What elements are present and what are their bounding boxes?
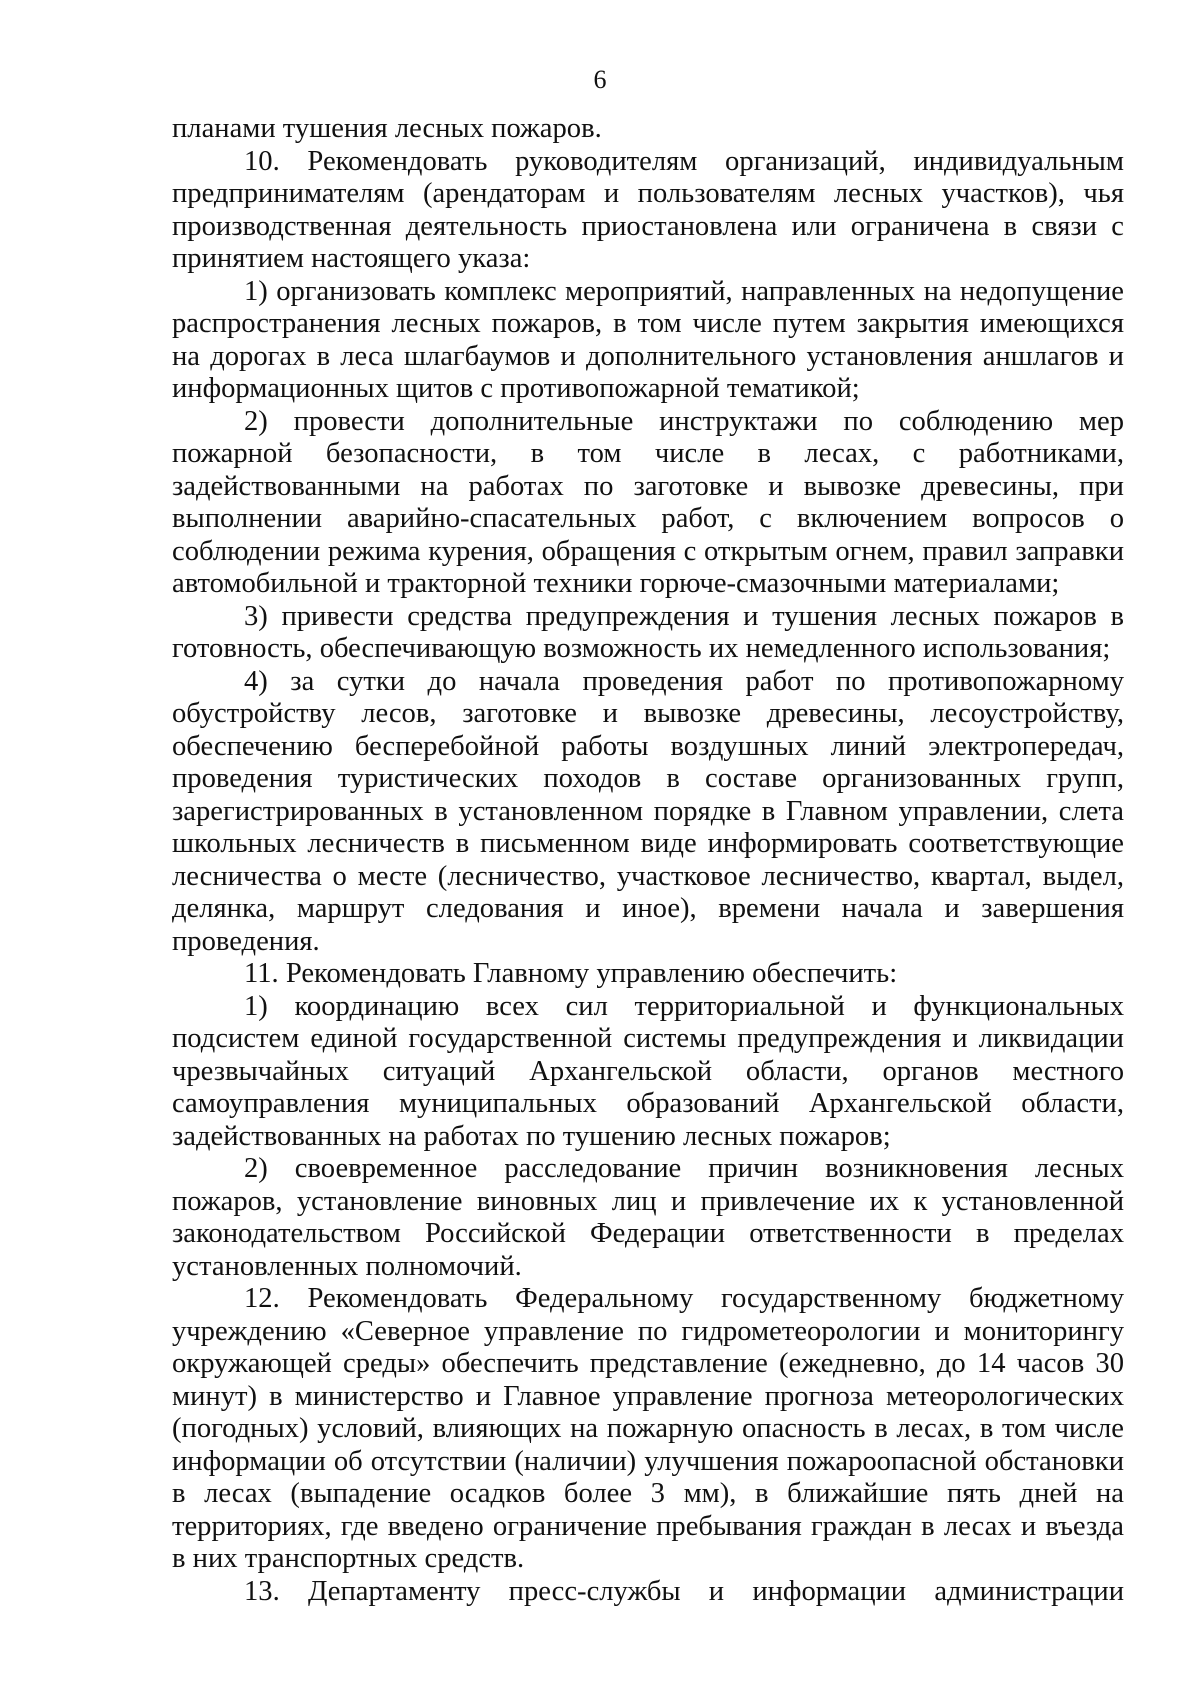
paragraph-item-11-2: 2) своевременное расследование причин возникновения лесных пожаров, установление виновных лиц и привлечение их к установленной законодательством Российской Федерации ответственности в пределах установленных полномочий. — [172, 1153, 1124, 1282]
paragraph-item-13: 13. Департаменту пресс-службы и информации администрации — [244, 1575, 1124, 1607]
paragraph-item-12: 12. Рекомендовать Федеральному государственному бюджетному учреждению «Северное управление по гидрометеорологии и мониторингу окружающей среды» обеспечить представление (ежедневно, до 14 часов 30 минут) в министерство и Главное управление прогноза метеорологических (погодных) условий, влияющих на пожарную опасность в лесах, в том числе информации об отсутствии (наличии) улучшения пожароопасной обстановки в лесах (выпадение осадков более 3 мм), в ближайшие пять дней на территориях, где введено ограничение пребывания граждан в лесах и въезда в них транспортных средств. — [172, 1283, 1124, 1574]
paragraph-item-11-1: 1) координацию всех сил территориальной и функциональных подсистем единой государственной системы предупреждения и ликвидации чрезвычайных ситуаций Архангельской области, органов местного самоуправления муниципальных образований Архангельской области, задействованных на работах по тушению лесных пожаров; — [172, 990, 1124, 1152]
page-number: 6 — [593, 65, 607, 94]
paragraph-item-11: 11. Рекомендовать Главному управлению обеспечить: — [244, 958, 898, 989]
paragraph-continuation: планами тушения лесных пожаров. — [172, 113, 602, 144]
paragraph-item-10: 10. Рекомендовать руководителям организаций, индивидуальным предпринимателям (арендаторам и пользователям лесных участков), чья производственная деятельность приостановлена или ограничена в связи с принятием настоящего указа: — [172, 145, 1124, 274]
paragraph-item-10-3: 3) привести средства предупреждения и тушения лесных пожаров в готовность, обеспечивающую возможность их немедленного использования; — [172, 600, 1124, 664]
paragraph-item-10-4: 4) за сутки до начала проведения работ по противопожарному обустройству лесов, заготовке и вывозке древесины, лесоустройству, обеспечению бесперебойной работы воздушных линий электропередач, проведения туристических походов в составе организованных групп, зарегистрированных в установленном порядке в Главном управлении, слета школьных лесничеств в письменном виде информировать соответствующие лесничества о месте (лесничество, участковое лесничество, квартал, выдел, делянка, маршрут следования и иное), времени начала и завершения проведения. — [172, 665, 1124, 957]
paragraph-item-10-2: 2) провести дополнительные инструктажи по соблюдению мер пожарной безопасности, в том числе в лесах, с работниками, задействованными на работах по заготовке и вывозке древесины, при выполнении аварийно-спасательных работ, с включением вопросов о соблюдении режима курения, обращения с открытым огнем, правил заправки автомобильной и тракторной техники горюче-смазочными материалами; — [172, 405, 1124, 599]
paragraph-item-10-1: 1) организовать комплекс мероприятий, направленных на недопущение распространения лесных пожаров, в том числе путем закрытия имеющихся на дорогах в леса шлагбаумов и дополнительного установления аншлагов и информационных щитов с противопожарной тематикой; — [172, 275, 1124, 404]
document-body — [172, 113, 1124, 1608]
